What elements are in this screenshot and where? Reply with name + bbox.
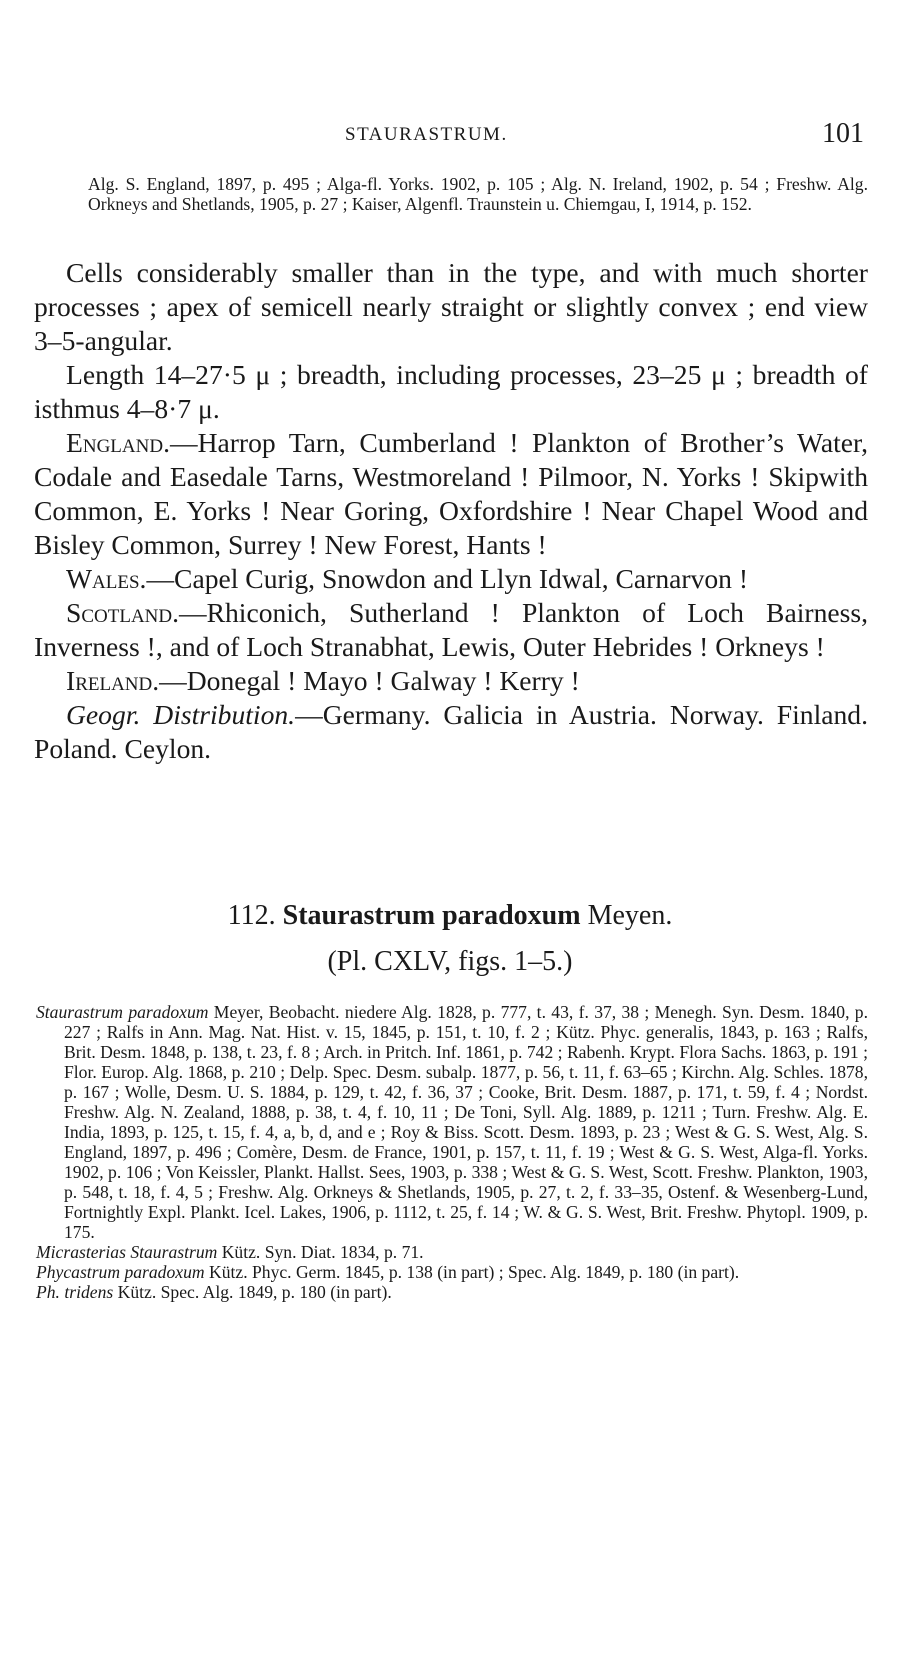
distribution-wales [34,562,868,596]
synonymy-entry [34,1282,868,1302]
region-text-scotland: —Rhiconich, Sutherland ! Plankton of Loch Bairness, Inverness !, and of Loch Stranabhat, Lewis, Outer Hebrides ! Orkneys ! [34,597,868,662]
region-label-england: England. [66,427,170,458]
synonym-references: Meyer, Beobacht. niedere Alg. 1828, p. 777, t. 43, f. 37, 38 ; Menegh. Syn. Desm. 1840, p. 227 ; Ralfs in Ann. Mag. Nat. Hist. v. 15, 1845, p. 151, t. 10, f. 2 ; Kütz. Phyc. generalis, 1843, p. 163 ; Ralfs, Brit. Desm. 1848, p. 138, t. 23, f. 8 ; Arch. in Pritch. Inf. 1861, p. 742 ; Rabenh. Krypt. Flora Sachs. 1863, p. 191 ; Flor. Europ. Alg. 1868, p. 210 ; Delp. Spec. Desm. subalp. 1877, p. 56, t. 11, f. 63–65 ; Kirchn. Alg. Schles. 1878, p. 167 ; Wolle, Desm. U. S. 1884, p. 129, t. 42, f. 36, 37 ; Cooke, Brit. Desm. 1887, p. 171, t. 59, f. 4 ; Nordst. Freshw. Alg. N. Zealand, 1888, p. 38, t. 4, f. 10, 11 ; De Toni, Syll. Alg. 1889, p. 1211 ; Turn. Freshw. Alg. E. India, 1893, p. 125, t. 15, f. 4, a, b, d, and e ; Roy & Biss. Scott. Desm. 1893, p. 23 ; West & G. S. West, Alg. S. England, 1897, p. 496 ; Comère, Desm. de France, 1901, p. 157, t. 11, f. 19 ; West & G. S. West, Alga-fl. Yorks. 1902, p. 106 ; Von Keissler, Plankt. Hallst. Sees, 1903, p. 338 ; West & G. S. West, Scott. Freshw. Plankton, 1903, p. 548, t. 18, f. 4, 5 ; Freshw. Alg. Orkneys & Shetlands, 1905, p. 27, t. 2, f. 33–35, Ostenf. & Wesenberg-Lund, Fortnightly Expl. Plankt. Icel. Lakes, 1906, p. 1112, t. 25, f. 14 ; W. & G. S. West, Brit. Freshw. Phytopl. 1909, p. 175. [64,1002,868,1242]
synonym-taxon: Phycastrum paradoxum [36,1262,205,1282]
continued-synonymy [34,174,868,214]
page-header [0,118,900,158]
synonymy-continuation: Alg. S. England, 1897, p. 495 ; Alga-fl. Yorks. 1902, p. 105 ; Alg. N. Ireland, 1902, p. 54 ; Freshw. Alg. Orkneys and Shetlands, 1905, p. 27 ; Kaiser, Algenfl. Traunstein u. Chiemgau, I, 1914, p. 152. [88,174,868,214]
region-label-geographic: Geogr. Distribution. [66,699,296,730]
region-text-wales: —Capel Curig, Snowdon and Llyn Idwal, Carnarvon ! [146,563,749,594]
synonymy-entry [34,1262,868,1282]
region-label-ireland: Ireland. [66,665,160,696]
species-description [34,256,868,766]
running-title: STAURASTRUM. [345,124,508,145]
synonymy-entry [34,1002,868,1242]
distribution-geographic [34,698,868,766]
synonym-references: Kütz. Phyc. Germ. 1845, p. 138 (in part) ; Spec. Alg. 1849, p. 180 (in part). [204,1262,740,1282]
species-author: Meyen. [587,900,673,931]
region-text-england: —Harrop Tarn, Cumberland ! Plankton of Brother’s Water, Codale and Easedale Tarns, Westmoreland ! Pilmoor, N. Yorks ! Skipwith Common, E. Yorks ! Near Goring, Oxfordshire ! Near Chapel Wood and Bisley Common, Surrey ! New Forest, Hants ! [34,427,868,560]
distribution-scotland [34,596,868,664]
synonymy-entry [34,1242,868,1262]
synonym-references: Kütz. Syn. Diat. 1834, p. 71. [217,1242,424,1262]
page-number: 101 [822,118,864,149]
dimensions-paragraph: Length 14–27·5 μ ; breadth, including processes, 23–25 μ ; breadth of isthmus 4–8·7 μ. [34,359,868,424]
synonym-taxon: Ph. tridens [36,1282,114,1302]
species-heading [0,900,900,932]
synonym-references: Kütz. Spec. Alg. 1849, p. 180 (in part). [113,1282,392,1302]
region-text-geographic: —Germany. Galicia in Austria. Norway. Finland. Poland. Ceylon. [34,699,868,764]
plate-reference: (Pl. CXLV, figs. 1–5.) [327,946,573,977]
synonymy-list [34,1002,868,1302]
region-label-wales: Wales. [66,563,147,594]
distribution-ireland [34,664,868,698]
description-paragraph: Cells considerably smaller than in the type, and with much shorter processes ; apex of semicell nearly straight or slightly convex ; end view 3–5-angular. [34,257,868,356]
species-number: 112. [227,900,276,931]
distribution-england [34,426,868,562]
synonym-taxon: Micrasterias Staurastrum [36,1242,218,1262]
synonym-taxon: Staurastrum paradoxum [36,1002,209,1022]
region-text-ireland: —Donegal ! Mayo ! Galway ! Kerry ! [159,665,580,696]
species-name: Staurastrum paradoxum [282,900,581,931]
region-label-scotland: Scotland. [66,597,180,628]
